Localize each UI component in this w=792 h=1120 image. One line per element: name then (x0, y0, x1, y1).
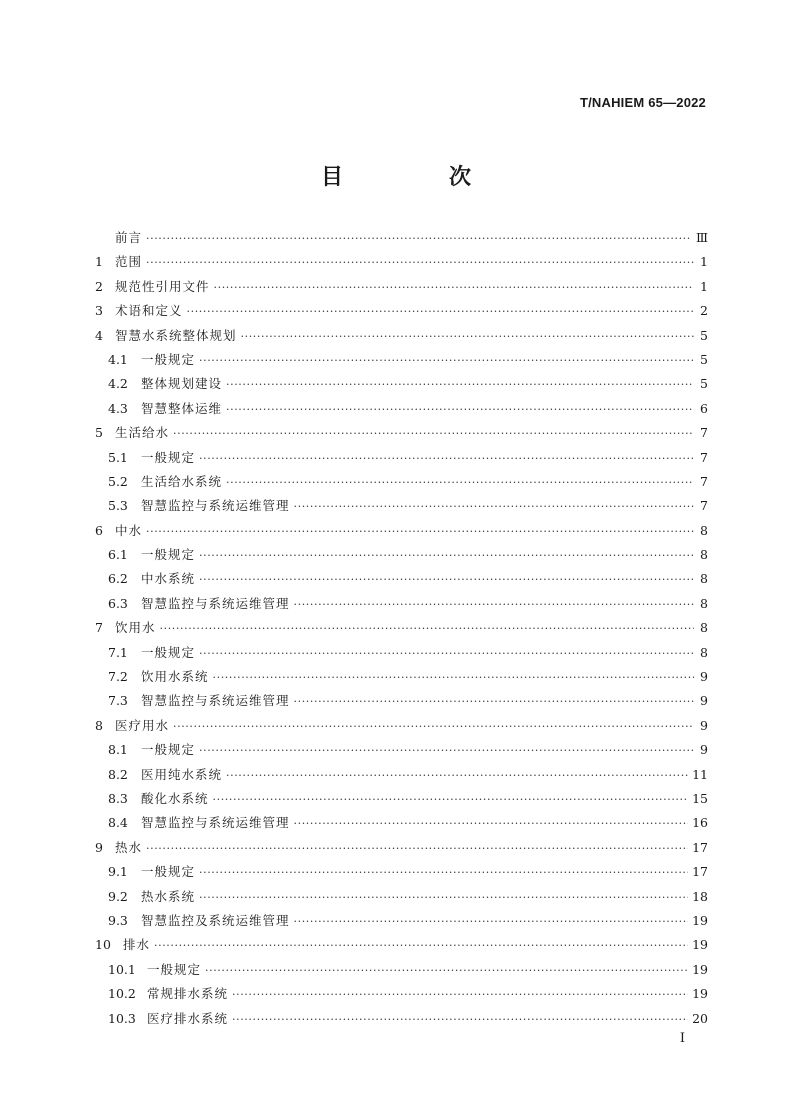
toc-entry-label: 智慧整体运维 (141, 400, 223, 416)
toc-leader-dots (146, 836, 688, 860)
toc-entry-label: 中水系统 (141, 571, 196, 587)
toc-entry-label: 智慧水系统整体规划 (115, 327, 237, 343)
toc-leader-dots (294, 909, 689, 933)
toc-entry-page: 7 (700, 425, 708, 441)
toc-entry-label: 智慧监控及系统运维管理 (141, 912, 290, 928)
toc-entry-page: 7 (700, 449, 708, 465)
page-number: I (679, 1031, 685, 1046)
toc-entry[interactable] (95, 348, 708, 372)
toc-leader-dots (294, 592, 694, 616)
toc-entry-number: 5 (95, 425, 103, 441)
toc-entry-number: 7.1 (108, 644, 128, 660)
toc-entry-page: 9 (700, 693, 708, 709)
toc-entry-label: 饮用水 (115, 620, 156, 636)
toc-entry-number: 4.2 (108, 376, 128, 392)
toc-entry-page: Ⅲ (695, 230, 708, 245)
toc-entry-page: 17 (692, 864, 708, 880)
toc-leader-dots (214, 275, 694, 299)
toc-leader-dots (199, 885, 688, 909)
toc-entry-label: 酸化水系统 (141, 790, 209, 806)
toc-entry[interactable] (95, 885, 708, 909)
toc-entry[interactable] (95, 421, 708, 445)
toc-leader-dots (199, 567, 694, 591)
toc-leader-dots (241, 324, 694, 348)
toc-entry-number: 9 (95, 839, 103, 855)
toc-leader-dots (226, 372, 694, 396)
toc-leader-dots (232, 982, 688, 1006)
toc-entry-page: 19 (692, 986, 708, 1002)
toc-entry[interactable] (95, 909, 708, 933)
toc-leader-dots (199, 446, 694, 470)
toc-entry-label: 排水 (123, 937, 151, 953)
table-of-contents (95, 226, 708, 1031)
toc-entry-label: 一般规定 (141, 449, 196, 465)
toc-entry-number: 9.2 (108, 888, 128, 904)
toc-entry[interactable] (95, 811, 708, 835)
toc-entry[interactable] (95, 592, 708, 616)
toc-entry-page: 5 (700, 376, 708, 392)
toc-entry[interactable] (95, 275, 708, 299)
toc-leader-dots (213, 787, 689, 811)
toc-entry[interactable] (95, 519, 708, 543)
toc-entry[interactable] (95, 226, 708, 250)
toc-entry-label: 一般规定 (141, 644, 196, 660)
toc-entry-number: 4.3 (108, 400, 128, 416)
toc-entry-page: 19 (692, 912, 708, 928)
toc-entry-page: 20 (692, 1010, 708, 1026)
toc-entry-number: 2 (95, 278, 103, 294)
document-code: T/NAHIEM 65—2022 (579, 95, 706, 110)
toc-entry-label: 饮用水系统 (141, 669, 209, 685)
toc-entry-label: 医疗用水 (115, 717, 170, 733)
toc-entry-number: 6.3 (108, 595, 128, 611)
toc-entry-label: 生活给水 (115, 425, 170, 441)
toc-leader-dots (294, 689, 694, 713)
toc-entry-page: 19 (692, 937, 708, 953)
toc-entry-number: 6 (95, 522, 103, 538)
toc-entry-label: 智慧监控与系统运维管理 (141, 498, 290, 514)
toc-entry-label: 智慧监控与系统运维管理 (141, 595, 290, 611)
toc-entry[interactable] (95, 689, 708, 713)
toc-entry-number: 8.2 (108, 766, 128, 782)
toc-entry-label: 智慧监控与系统运维管理 (141, 693, 290, 709)
page-title: 目 次 (320, 164, 513, 190)
toc-entry-page: 18 (692, 888, 708, 904)
toc-leader-dots (199, 860, 688, 884)
toc-entry-label: 整体规划建设 (141, 376, 223, 392)
toc-entry-page: 5 (700, 327, 708, 343)
toc-entry[interactable] (95, 787, 708, 811)
toc-entry-number: 5.2 (108, 473, 128, 489)
toc-entry-page: 8 (700, 620, 708, 636)
toc-entry[interactable] (95, 470, 708, 494)
toc-entry-label: 一般规定 (141, 864, 196, 880)
toc-entry[interactable] (95, 665, 708, 689)
toc-entry-page: 9 (700, 742, 708, 758)
toc-leader-dots (199, 641, 694, 665)
toc-entry-label: 前言 (115, 230, 143, 245)
toc-entry-label: 一般规定 (141, 547, 196, 563)
toc-entry-number: 8.3 (108, 790, 128, 806)
toc-entry[interactable] (95, 836, 708, 860)
toc-entry-page: 9 (700, 717, 708, 733)
toc-entry-label: 规范性引用文件 (115, 278, 210, 294)
toc-entry-label: 热水系统 (141, 888, 196, 904)
toc-entry[interactable] (95, 446, 708, 470)
toc-entry-page: 19 (692, 961, 708, 977)
toc-entry-page: 1 (700, 254, 708, 270)
toc-entry-number: 7.2 (108, 669, 128, 685)
toc-entry-label: 医疗排水系统 (147, 1010, 229, 1026)
toc-entry-page: 8 (700, 522, 708, 538)
toc-leader-dots (226, 763, 688, 787)
toc-entry-page: 17 (692, 839, 708, 855)
toc-leader-dots (294, 811, 689, 835)
toc-entry-page: 16 (692, 815, 708, 831)
toc-entry-number: 10.3 (108, 1010, 136, 1026)
toc-entry-number: 3 (95, 303, 103, 319)
toc-leader-dots (173, 421, 694, 445)
toc-leader-dots (226, 397, 694, 421)
toc-entry[interactable] (95, 616, 708, 640)
toc-entry-page: 8 (700, 571, 708, 587)
toc-entry-number: 6.2 (108, 571, 128, 587)
toc-entry-page: 11 (692, 766, 708, 782)
toc-entry-label: 中水 (115, 522, 143, 538)
toc-entry-label: 智慧监控与系统运维管理 (141, 815, 290, 831)
toc-entry-label: 范围 (115, 254, 143, 270)
toc-entry-number: 7.3 (108, 693, 128, 709)
toc-entry-page: 8 (700, 547, 708, 563)
toc-entry-page: 6 (700, 400, 708, 416)
toc-entry-number: 9.3 (108, 912, 128, 928)
toc-entry-label: 医用纯水系统 (141, 766, 223, 782)
toc-leader-dots (199, 738, 694, 762)
toc-entry-page: 7 (700, 473, 708, 489)
toc-entry-number: 6.1 (108, 547, 128, 563)
toc-entry-page: 7 (700, 498, 708, 514)
toc-entry-page: 5 (700, 351, 708, 367)
toc-entry-number: 9.1 (108, 864, 128, 880)
toc-entry[interactable] (95, 299, 708, 323)
toc-entry-label: 术语和定义 (115, 303, 183, 319)
toc-entry[interactable] (95, 641, 708, 665)
toc-leader-dots (160, 616, 694, 640)
toc-leader-dots (199, 543, 694, 567)
toc-leader-dots (173, 714, 694, 738)
toc-entry-page: 15 (692, 790, 708, 806)
toc-leader-dots (146, 226, 692, 250)
toc-entry[interactable] (95, 324, 708, 348)
toc-entry[interactable] (95, 738, 708, 762)
toc-leader-dots (146, 250, 694, 274)
toc-entry[interactable] (95, 982, 708, 1006)
toc-entry-label: 生活给水系统 (141, 473, 223, 489)
toc-entry[interactable] (95, 250, 708, 274)
toc-entry-page: 1 (700, 278, 708, 294)
toc-entry-label: 常规排水系统 (147, 986, 229, 1002)
toc-entry[interactable] (95, 860, 708, 884)
toc-entry[interactable] (95, 763, 708, 787)
toc-entry-page: 9 (700, 669, 708, 685)
toc-leader-dots (187, 299, 694, 323)
toc-leader-dots (294, 494, 694, 518)
toc-entry-page: 8 (700, 595, 708, 611)
toc-entry-number: 4 (95, 327, 103, 343)
toc-entry[interactable] (95, 1007, 708, 1031)
toc-entry-page: 8 (700, 644, 708, 660)
toc-entry[interactable] (95, 372, 708, 396)
toc-entry[interactable] (95, 567, 708, 591)
toc-entry-number: 5.3 (108, 498, 128, 514)
toc-entry-number: 10.1 (108, 961, 136, 977)
toc-entry-number: 8.1 (108, 742, 128, 758)
toc-entry[interactable] (95, 958, 708, 982)
toc-leader-dots (232, 1007, 688, 1031)
toc-leader-dots (226, 470, 694, 494)
toc-entry-label: 一般规定 (141, 351, 196, 367)
toc-leader-dots (213, 665, 694, 689)
toc-entry-page: 2 (700, 303, 708, 319)
toc-entry[interactable] (95, 714, 708, 738)
toc-entry-label: 一般规定 (141, 742, 196, 758)
toc-entry-number: 1 (95, 254, 103, 270)
toc-leader-dots (146, 519, 694, 543)
toc-leader-dots (205, 958, 688, 982)
toc-entry[interactable] (95, 543, 708, 567)
toc-leader-dots (199, 348, 694, 372)
toc-entry-number: 4.1 (108, 351, 128, 367)
toc-entry-number: 8.4 (108, 815, 128, 831)
toc-entry[interactable] (95, 933, 708, 957)
toc-entry-label: 热水 (115, 839, 143, 855)
toc-entry[interactable] (95, 494, 708, 518)
toc-entry-number: 7 (95, 620, 103, 636)
toc-entry-number: 10.2 (108, 986, 136, 1002)
toc-entry-number: 5.1 (108, 449, 128, 465)
toc-entry-number: 10 (95, 937, 111, 953)
toc-leader-dots (154, 933, 688, 957)
toc-entry-number: 8 (95, 717, 103, 733)
toc-entry-label: 一般规定 (147, 961, 202, 977)
toc-entry[interactable] (95, 397, 708, 421)
